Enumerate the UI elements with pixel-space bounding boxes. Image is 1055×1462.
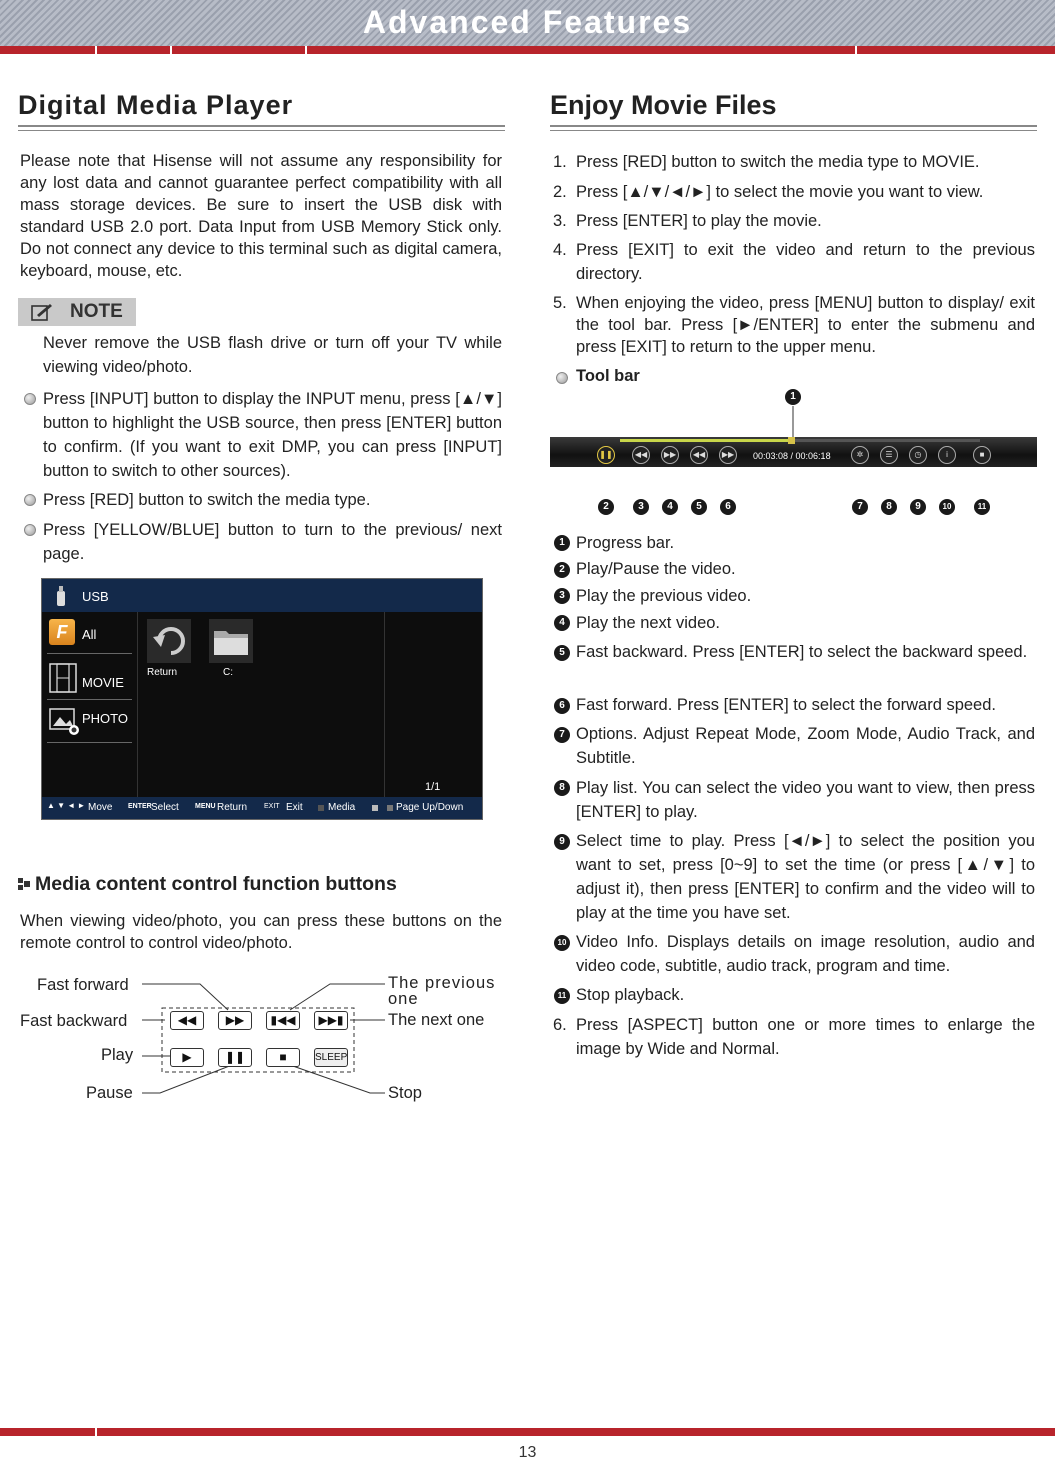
legend-text: Select time to play. Press [◄/►] to select the position you want to set, press [0~9] to set the time (or press [▲/▼] to adjust it), then press [ENTER] to confirm and the video will to play at the time you have set. — [576, 832, 1035, 922]
step-text: Press [EXIT] to exit the video and return to the previous directory. — [576, 241, 1035, 283]
next-button[interactable] — [314, 1011, 348, 1030]
stop-icon[interactable]: ■ — [973, 446, 991, 464]
dmp-title: Digital Media Player — [18, 90, 294, 120]
dmp-page-indicator: 1/1 — [425, 781, 441, 793]
stop-icon: ■ — [279, 1050, 287, 1064]
legend-text: Fast backward. Press [ENTER] to select the backward speed. — [576, 643, 1028, 661]
bullet-icon — [556, 372, 568, 384]
footer-page: Page Up/Down — [396, 802, 464, 813]
callout-number: 2 — [598, 499, 614, 515]
title-rule — [18, 125, 505, 127]
dmp-menu-label: MOVIE — [82, 675, 124, 690]
blue-key-icon — [387, 805, 393, 811]
legend-number: 11 — [554, 988, 570, 1004]
callout-number: 6 — [720, 499, 736, 515]
info-icon[interactable]: i — [938, 446, 956, 464]
callout-number: 3 — [633, 499, 649, 515]
callout-number: 5 — [691, 499, 707, 515]
label-pause: Pause — [86, 1084, 133, 1102]
step-number: 2. — [553, 183, 567, 201]
label-play: Play — [101, 1046, 134, 1064]
play-icon: ▶ — [182, 1050, 192, 1064]
legend-number: 3 — [554, 588, 570, 604]
callout-number: 9 — [910, 499, 926, 515]
note-label: NOTE — [70, 301, 123, 322]
film-icon — [49, 663, 77, 693]
dmp-footer — [42, 797, 482, 819]
media-title: Media content control function buttons — [35, 873, 397, 895]
step-2 — [553, 180, 1035, 204]
legend-text: Options. Adjust Repeat Mode, Zoom Mode, Audio Track, and Subtitle. — [576, 725, 1035, 767]
fast-backward-button[interactable] — [170, 1011, 204, 1030]
bullet-icon — [24, 524, 36, 536]
dmp-menu-movie[interactable] — [47, 661, 132, 695]
step-text: When enjoying the video, press [MENU] button to display/ exit the tool bar. Press [►/ENTER] to enter the submenu and press [EXIT] to return to the upper menu. — [576, 294, 1035, 356]
legend-number: 4 — [554, 615, 570, 631]
title-rule — [550, 130, 1037, 131]
legend-text: Play/Pause the video. — [576, 560, 736, 578]
bullet-text: Press [RED] button to switch the media type. — [43, 491, 371, 509]
previous-icon: ▮◀◀ — [270, 1013, 296, 1027]
fast-backward-icon[interactable]: ◀◀ — [690, 446, 708, 464]
legend-number: 10 — [554, 935, 570, 951]
pause-icon: ❚❚ — [224, 1050, 246, 1064]
pause-button[interactable] — [218, 1048, 252, 1067]
label-stop: Stop — [388, 1084, 422, 1102]
menu-key-icon: MENU — [195, 803, 216, 810]
step-5 — [553, 292, 1035, 358]
title-rule — [18, 130, 505, 131]
return-icon — [147, 619, 191, 663]
enter-key-icon: ENTER — [128, 803, 152, 810]
dmp-item-return[interactable] — [145, 617, 195, 687]
step-4 — [553, 238, 1035, 286]
legend-number: 8 — [554, 780, 570, 796]
label-next: The next one — [388, 1011, 485, 1029]
title-rule — [550, 125, 1037, 127]
step-number: 3. — [553, 212, 567, 230]
step-3 — [553, 209, 1035, 233]
usb-icon — [56, 585, 66, 607]
options-gear-icon[interactable]: ✲ — [851, 446, 869, 464]
label-previous: The previous one — [388, 974, 496, 1008]
dmp-menu-photo[interactable] — [47, 705, 132, 739]
intro-paragraph: Please note that Hisense will not assume any responsibility for any lost data and cannot guarantee perfect compatibility with all mass storage devices. Be sure to insert the USB disk with standard USB 2.0 port. Data Input from USB Memory Stick only. Do not connect any device to this terminal such as digital camera, keyboard, mouse, etc. — [20, 152, 502, 280]
previous-button[interactable] — [266, 1011, 300, 1030]
toolbar-time: 00:03:08 / 00:06:18 — [753, 451, 831, 461]
header-title: Advanced Features — [362, 4, 693, 40]
red-key-icon — [318, 805, 324, 811]
folder-icon — [209, 619, 253, 663]
footer-select: Select — [151, 802, 179, 813]
dmp-menu-label: PHOTO — [82, 711, 128, 726]
step-number: 1. — [553, 153, 567, 171]
dmp-header — [42, 579, 482, 612]
callout-number: 1 — [785, 389, 801, 405]
section-marker-icon — [18, 878, 30, 890]
callout-number: 4 — [662, 499, 678, 515]
header-banner — [0, 0, 1055, 50]
play-pause-icon[interactable]: ❚❚ — [597, 446, 615, 464]
legend-text: Play list. You can select the video you want to view, then press [ENTER] to play. — [576, 779, 1035, 821]
dmp-menu-all[interactable] — [47, 617, 132, 651]
bullet-icon — [24, 494, 36, 506]
step-number: 4. — [553, 241, 567, 259]
legend-text: Video Info. Displays details on image resolution, audio and video code, subtitle, audio track, program and time. — [576, 933, 1035, 975]
all-icon: F — [49, 619, 75, 645]
bullet-icon — [24, 393, 36, 405]
fast-forward-button[interactable] — [218, 1011, 252, 1030]
step-text: Press [▲/▼/◄/►] to select the movie you want to view. — [576, 183, 984, 201]
clock-icon[interactable]: ◷ — [909, 446, 927, 464]
arrow-keys-icon: ▲ ▼ ◄ ► — [47, 801, 86, 810]
note-pencil-icon — [30, 302, 54, 322]
label-fast-backward: Fast backward — [20, 1012, 128, 1030]
step-6 — [553, 1013, 1035, 1061]
legend-text: Stop playback. — [576, 986, 685, 1004]
movie-title: Enjoy Movie Files — [550, 90, 777, 120]
legend-number: 1 — [554, 535, 570, 551]
note-box — [18, 298, 136, 326]
dmp-screenshot — [41, 578, 483, 820]
photo-icon — [49, 707, 81, 737]
step-number: 6. — [553, 1016, 567, 1034]
legend-number: 9 — [554, 834, 570, 850]
callout-number: 8 — [881, 499, 897, 515]
callout-number: 10 — [939, 499, 955, 515]
legend-number: 7 — [554, 727, 570, 743]
legend-text: Play the next video. — [576, 614, 721, 632]
footer-stripe — [0, 1428, 1055, 1436]
playlist-icon[interactable]: ☰ — [880, 446, 898, 464]
dmp-item-label: C: — [223, 667, 233, 678]
dmp-source: USB — [82, 589, 109, 604]
toolbar-screenshot — [550, 437, 1037, 467]
legend-text: Progress bar. — [576, 534, 675, 552]
footer-move: Move — [88, 802, 113, 813]
label-fast-forward: Fast forward — [37, 976, 129, 994]
bullet-text: Press [INPUT] button to display the INPUT menu, press [▲/▼] button to highlight the USB source, then press [ENTER] button to confirm. (If you want to exit DMP, you can press [INPUT] button to switch to other sources). — [43, 390, 502, 480]
fast-forward-icon[interactable]: ▶▶ — [719, 446, 737, 464]
dmp-menu-label: All — [82, 627, 97, 642]
fast-forward-icon: ▶▶ — [225, 1013, 245, 1027]
legend-number: 2 — [554, 562, 570, 578]
header-stripe — [0, 46, 1055, 54]
footer-media: Media — [328, 802, 356, 813]
media-text: When viewing video/photo, you can press these buttons on the remote control to control video/photo. — [20, 912, 502, 952]
step-text: Press [ASPECT] button one or more times to enlarge the image by Wide and Normal. — [576, 1016, 1035, 1058]
bullet-text: Press [YELLOW/BLUE] button to turn to the previous/ next page. — [43, 521, 502, 563]
callout-number: 11 — [974, 499, 990, 515]
progress-callout-line — [550, 390, 1037, 440]
step-number: 5. — [553, 294, 567, 312]
note-text: Never remove the USB flash drive or turn off your TV while viewing video/photo. — [43, 334, 502, 376]
footer-exit: Exit — [286, 802, 303, 813]
toolbar-heading: Tool bar — [576, 367, 640, 385]
step-text: Press [RED] button to switch the media type to MOVIE. — [576, 153, 980, 171]
legend-text: Play the previous video. — [576, 587, 752, 605]
dmp-item-drive[interactable] — [207, 617, 257, 687]
footer-return: Return — [217, 802, 248, 813]
next-video-icon[interactable]: ▶▶ — [661, 446, 679, 464]
stop-button[interactable] — [266, 1048, 300, 1067]
legend-text: Fast forward. Press [ENTER] to select the forward speed. — [576, 696, 996, 714]
legend-number: 5 — [554, 645, 570, 661]
step-1 — [553, 150, 1035, 174]
page-number: 13 — [518, 1444, 537, 1461]
legend-number: 6 — [554, 698, 570, 714]
play-button[interactable] — [170, 1048, 204, 1067]
dmp-item-label: Return — [147, 667, 178, 678]
previous-video-icon[interactable]: ◀◀ — [632, 446, 650, 464]
sleep-button[interactable]: SLEEP — [314, 1048, 348, 1067]
yellow-key-icon — [372, 805, 378, 811]
fast-backward-icon: ◀◀ — [177, 1013, 197, 1027]
next-icon: ▶▶▮ — [318, 1013, 344, 1027]
callout-number: 7 — [852, 499, 868, 515]
step-text: Press [ENTER] to play the movie. — [576, 212, 822, 230]
exit-key-icon: EXIT — [264, 803, 280, 810]
